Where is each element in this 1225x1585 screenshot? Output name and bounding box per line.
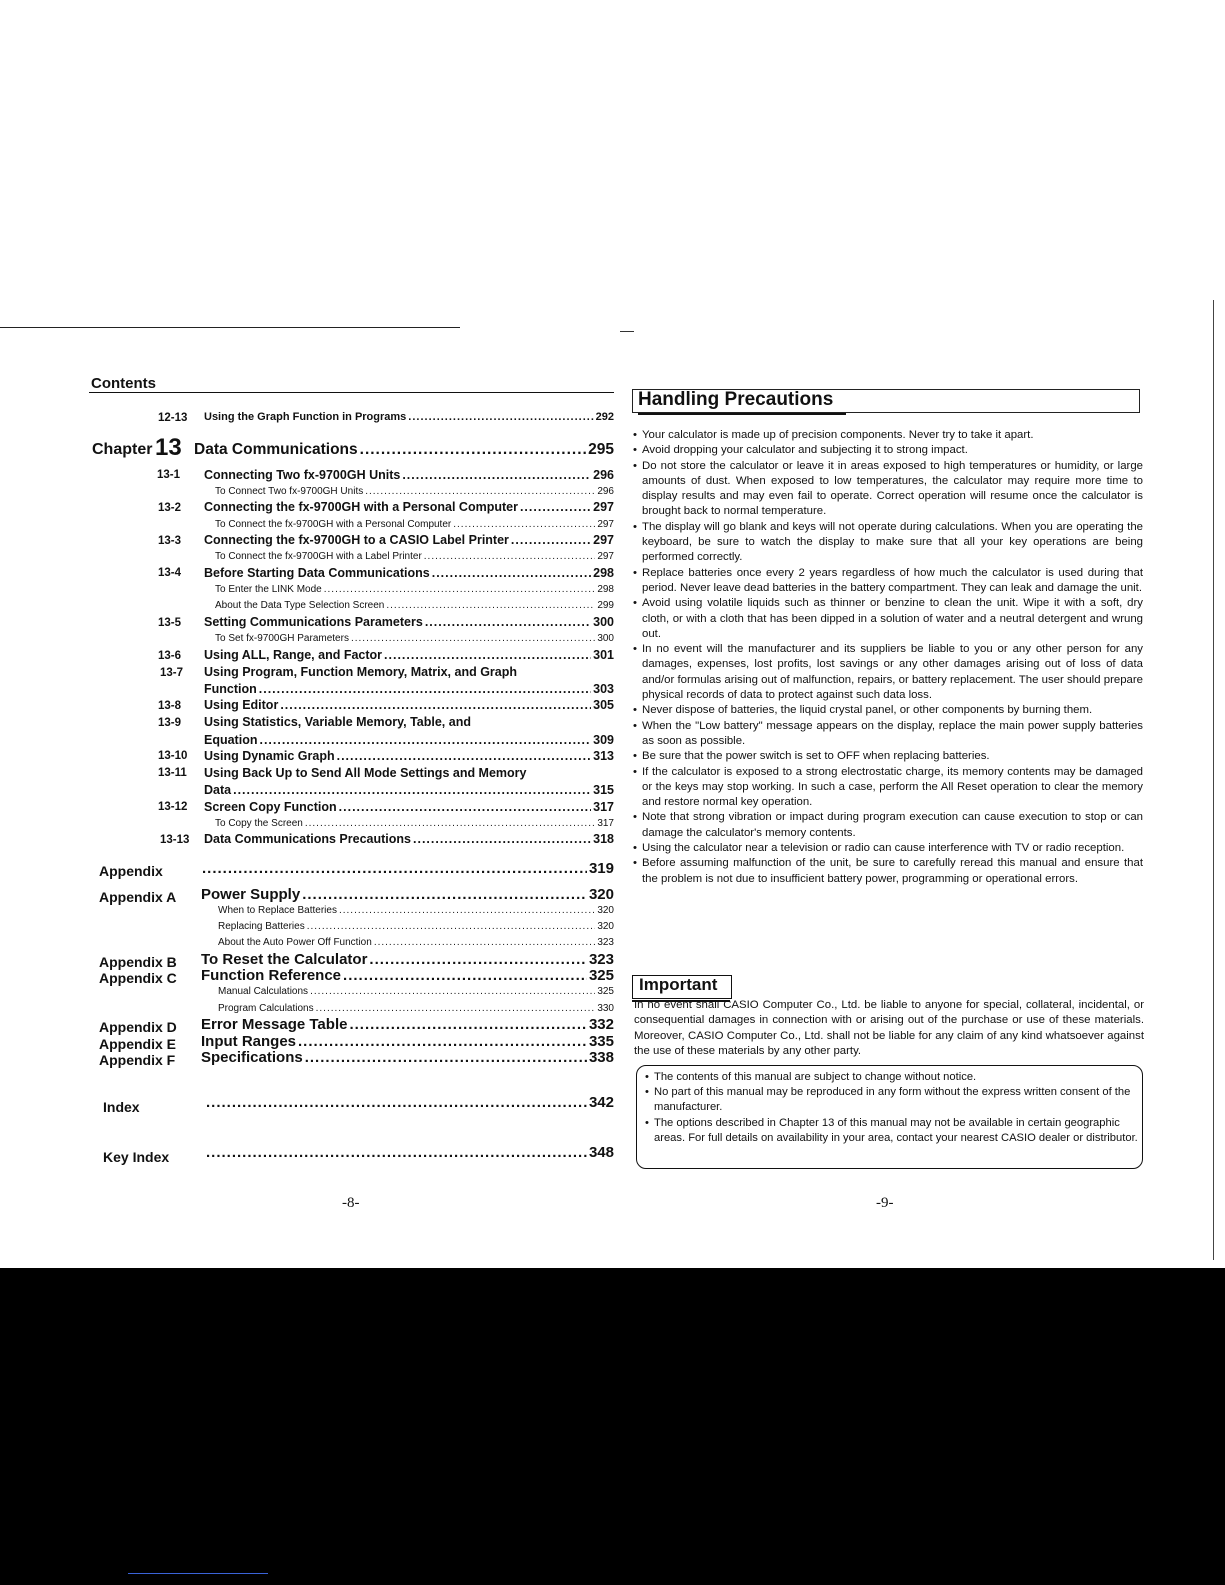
toc-entry[interactable] bbox=[204, 832, 614, 846]
toc-title: When to Replace Batteries bbox=[218, 905, 337, 916]
toc-entry[interactable] bbox=[204, 800, 614, 814]
toc-title: Manual Calculations bbox=[218, 986, 309, 997]
toc-entry[interactable] bbox=[218, 905, 614, 916]
toc-title: Specifications bbox=[201, 1049, 303, 1066]
toc-page: 309 bbox=[593, 733, 614, 747]
key-index-label: Key Index bbox=[103, 1149, 170, 1165]
appendix-label: Appendix A bbox=[99, 889, 177, 905]
toc-title: To Connect the fx-9700GH with a Label Printer bbox=[215, 551, 422, 562]
toc-page: 317 bbox=[593, 800, 614, 814]
toc-title: Replacing Batteries bbox=[218, 921, 305, 932]
toc-page: 317 bbox=[597, 818, 614, 829]
toc-entry[interactable] bbox=[218, 986, 614, 997]
toc-page: 297 bbox=[597, 519, 614, 530]
toc-title: Program Calculations bbox=[218, 1003, 314, 1014]
precaution-item: • Avoid dropping your calculator and subjecting it to strong impact. bbox=[633, 443, 1143, 458]
toc-number: 13-7 bbox=[160, 667, 184, 679]
toc-title: Using Back Up to Send All Mode Settings and Memory bbox=[204, 766, 527, 780]
toc-entry[interactable] bbox=[201, 886, 614, 903]
toc-title: Connecting the fx-9700GH to a CASIO Label Printer bbox=[204, 533, 509, 547]
page-edge bbox=[1213, 300, 1214, 1260]
important-text: In no event shall CASIO Computer Co., Ltd. be liable to anyone for special, collateral, incidental, or consequential damages in connection with or arising out of the purchase or use of these materials. Moreover, CASIO Computer Co., Ltd. shall not be liable for any claim of any kind whatsoever against the use of these materials by any other party. bbox=[634, 999, 1144, 1058]
toc-title: Function bbox=[204, 682, 257, 696]
precaution-item: • If the calculator is exposed to a strong electrostatic charge, its memory contents may be damaged or the keys may stop working. In such a case, perform the All Reset operation to clear the memory and restore normal key operation. bbox=[633, 765, 1143, 811]
precaution-item: • Using the calculator near a television or radio can cause interference with TV or radio reception. bbox=[633, 841, 1143, 856]
chapter-number: 13 bbox=[155, 434, 182, 461]
toc-page: 323 bbox=[588, 951, 614, 968]
toc-entry[interactable] bbox=[200, 860, 614, 877]
toc-entry[interactable] bbox=[204, 648, 614, 662]
toc-page: 313 bbox=[593, 749, 614, 763]
toc-entry[interactable] bbox=[215, 551, 614, 562]
important-title: Important bbox=[639, 975, 718, 994]
scan-background bbox=[0, 1268, 1225, 1585]
toc-title: Before Starting Data Communications bbox=[204, 566, 430, 580]
toc-number: 13-6 bbox=[158, 650, 182, 662]
handling-title: Handling Precautions bbox=[638, 389, 834, 410]
toc-entry[interactable] bbox=[215, 584, 614, 595]
notice-item: • No part of this manual may be reproduced in any form without the express written consent of the manufacturer. bbox=[645, 1085, 1142, 1115]
appendix-label: Appendix F bbox=[99, 1052, 176, 1068]
toc-entry[interactable] bbox=[215, 519, 614, 530]
toc-page: 320 bbox=[588, 886, 614, 903]
precaution-item: • The display will go blank and keys will not operate during calculations. When you are operating the keyboard, be sure to watch the display to make sure that all your key operations are being performed correctly. bbox=[633, 520, 1143, 566]
toc-number: 13-3 bbox=[158, 535, 182, 547]
toc-number: 13-4 bbox=[158, 567, 182, 579]
toc-title: Connecting the fx-9700GH with a Personal Computer bbox=[204, 500, 518, 514]
toc-title: Using ALL, Range, and Factor bbox=[204, 648, 383, 662]
toc-number: 13-13 bbox=[160, 834, 190, 846]
toc-page: 292 bbox=[595, 411, 614, 423]
precaution-item: • Never dispose of batteries, the liquid crystal panel, or other components by burning them. bbox=[633, 703, 1143, 718]
toc-entry[interactable] bbox=[201, 951, 614, 968]
toc-title: About the Auto Power Off Function bbox=[218, 937, 372, 948]
toc-title: To Enter the LINK Mode bbox=[215, 584, 322, 595]
toc-title: Setting Communications Parameters bbox=[204, 615, 423, 629]
toc-entry[interactable] bbox=[204, 783, 614, 797]
toc-title: Screen Copy Function bbox=[204, 800, 337, 814]
toc-page: 338 bbox=[588, 1049, 614, 1066]
toc-page: 342 bbox=[588, 1094, 614, 1111]
toc-page: 296 bbox=[597, 486, 614, 497]
toc-page: 335 bbox=[588, 1033, 614, 1050]
chapter-label: Chapter bbox=[92, 441, 153, 458]
toc-page: 301 bbox=[593, 648, 614, 662]
toc-page: 332 bbox=[588, 1016, 614, 1033]
toc-title: Data Communications Precautions bbox=[204, 832, 411, 846]
toc-entry[interactable] bbox=[204, 749, 614, 763]
toc-entry[interactable] bbox=[204, 615, 614, 629]
toc-page: 295 bbox=[588, 441, 614, 458]
precaution-item: • When the "Low battery" message appears on the display, replace the main power supply batteries as soon as possible. bbox=[633, 719, 1143, 750]
toc-entry[interactable] bbox=[204, 1144, 614, 1161]
toc-number: 13-1 bbox=[157, 469, 181, 481]
toc-entry[interactable] bbox=[204, 715, 614, 729]
toc-entry[interactable] bbox=[204, 1094, 614, 1111]
toc-page: 323 bbox=[597, 937, 614, 948]
toc-page: 319 bbox=[588, 860, 614, 877]
toc-entry[interactable] bbox=[201, 1016, 614, 1033]
toc-title: Using Editor bbox=[204, 698, 279, 712]
precaution-item: • Your calculator is made up of precision components. Never try to take it apart. bbox=[633, 428, 1143, 443]
toc-page: 320 bbox=[597, 921, 614, 932]
toc-entry[interactable] bbox=[218, 937, 614, 948]
left-page-number: -8- bbox=[342, 1195, 360, 1211]
toc-title: Using Dynamic Graph bbox=[204, 749, 335, 763]
toc-title: Data bbox=[204, 783, 232, 797]
precaution-item: • Avoid using volatile liquids such as thinner or benzine to clean the unit. Wipe it with a soft, dry cloth, or with a cloth that has been dipped in a solution of water and a neutral detergent and wrung out. bbox=[633, 596, 1143, 642]
toc-page: 298 bbox=[597, 584, 614, 595]
appendix-label: Appendix bbox=[99, 863, 163, 879]
toc-entry[interactable] bbox=[204, 698, 614, 712]
toc-entry[interactable] bbox=[218, 1003, 614, 1014]
toc-page: 305 bbox=[593, 698, 614, 712]
toc-page: 330 bbox=[597, 1003, 614, 1014]
toc-entry[interactable] bbox=[204, 468, 614, 482]
precaution-item: • Do not store the calculator or leave it in areas exposed to high temperatures or humidity, or large amounts of dust. When exposed to low temperatures, the calculator may require more time to display results and may even fail to operate. Correct operation will resume once the calculator is brought back to normal temperature. bbox=[633, 459, 1143, 520]
toc-entry[interactable] bbox=[215, 486, 614, 497]
precaution-item: • In no event will the manufacturer and its suppliers be liable to you or any other person for any damages, expenses, lost profits, lost savings or any other damages arising out of loss of data and/or formulas arising out of malfunction, repairs, or battery replacement. The user should prepare physical records of data to protect against such data loss. bbox=[633, 642, 1143, 703]
index-label: Index bbox=[103, 1099, 140, 1115]
toc-entry[interactable] bbox=[204, 665, 614, 679]
toc-number: 13-10 bbox=[158, 750, 188, 762]
toc-number: 13-5 bbox=[158, 617, 182, 629]
precaution-item: • Before assuming malfunction of the unit, be sure to carefully reread this manual and ensure that the problem is not due to insufficient battery power, programming or operational errors. bbox=[633, 856, 1143, 887]
toc-entry[interactable] bbox=[194, 441, 614, 459]
notice-item: • The options described in Chapter 13 of this manual may not be available in certain geographic areas. For full details on availability in your area, contact your nearest CASIO dealer or distributor. bbox=[645, 1116, 1142, 1146]
toc-title: Data Communications bbox=[194, 441, 358, 458]
toc-title: To Reset the Calculator bbox=[201, 951, 368, 968]
toc-title: Function Reference bbox=[201, 967, 342, 984]
appendix-label: Appendix E bbox=[99, 1036, 177, 1052]
notice-item: • The contents of this manual are subject to change without notice. bbox=[645, 1070, 1142, 1085]
toc-page: 297 bbox=[593, 500, 614, 514]
toc-entry[interactable] bbox=[215, 818, 614, 829]
toc-page: 320 bbox=[597, 905, 614, 916]
toc-page: 298 bbox=[593, 566, 614, 580]
toc-title: Error Message Table bbox=[201, 1016, 348, 1033]
toc-title: To Connect Two fx-9700GH Units bbox=[215, 486, 364, 497]
precautions-list bbox=[633, 428, 1143, 887]
appendix-label: Appendix D bbox=[99, 1019, 177, 1035]
toc-page: 325 bbox=[597, 986, 614, 997]
toc-title: Using Program, Function Memory, Matrix, and Graph bbox=[204, 665, 518, 679]
toc-number: 13-2 bbox=[158, 502, 182, 514]
contents-header: Contents bbox=[91, 375, 156, 392]
appendix-label: Appendix B bbox=[99, 954, 177, 970]
toc-number: 13-11 bbox=[158, 767, 187, 779]
toc-title: Input Ranges bbox=[201, 1033, 297, 1050]
toc-entry[interactable] bbox=[201, 1033, 614, 1050]
toc-title: To Connect the fx-9700GH with a Personal Computer bbox=[215, 519, 452, 530]
toc-title: Using the Graph Function in Programs bbox=[204, 411, 407, 423]
appendix-label: Appendix C bbox=[99, 970, 177, 986]
toc-page: 318 bbox=[593, 832, 614, 846]
toc-title: To Copy the Screen bbox=[215, 818, 303, 829]
toc-entry[interactable] bbox=[204, 500, 614, 514]
toc-page: 303 bbox=[593, 682, 614, 696]
toc-title: Equation bbox=[204, 733, 258, 747]
toc-title: About the Data Type Selection Screen bbox=[215, 600, 385, 611]
precaution-item: • Be sure that the power switch is set to OFF when replacing batteries. bbox=[633, 749, 1143, 764]
toc-entry[interactable] bbox=[201, 967, 614, 984]
toc-page: 299 bbox=[597, 600, 614, 611]
toc-title: Power Supply bbox=[201, 886, 301, 903]
toc-entry[interactable] bbox=[204, 411, 614, 423]
toc-entry[interactable] bbox=[204, 766, 614, 780]
notice-box bbox=[636, 1065, 1143, 1169]
toc-entry[interactable] bbox=[204, 733, 614, 747]
toc-entry[interactable] bbox=[215, 633, 614, 644]
toc-page: 348 bbox=[588, 1144, 614, 1161]
table-of-contents bbox=[0, 0, 640, 1200]
toc-page: 296 bbox=[593, 468, 614, 482]
toc-page: 300 bbox=[597, 633, 614, 644]
toc-title: Using Statistics, Variable Memory, Table, and bbox=[204, 715, 471, 729]
toc-number: 12-13 bbox=[158, 412, 188, 424]
toc-page: 315 bbox=[593, 783, 614, 797]
toc-number: 13-9 bbox=[158, 717, 182, 729]
toc-title: Connecting Two fx-9700GH Units bbox=[204, 468, 401, 482]
toc-number: 13-8 bbox=[158, 700, 182, 712]
toc-number: 13-12 bbox=[158, 801, 188, 813]
toc-entry[interactable] bbox=[204, 566, 614, 580]
precaution-item: • Replace batteries once every 2 years regardless of how much the calculator is used during that period. Never leave dead batteries in the battery compartment. They can leak and damage the unit. bbox=[633, 566, 1143, 597]
toc-page: 297 bbox=[593, 533, 614, 547]
toc-entry[interactable] bbox=[204, 533, 614, 547]
toc-page: 325 bbox=[588, 967, 614, 984]
toc-entry[interactable] bbox=[201, 1049, 614, 1066]
precaution-item: • Note that strong vibration or impact during program execution can cause execution to stop or can damage the calculator's memory contents. bbox=[633, 810, 1143, 841]
toc-entry[interactable] bbox=[218, 921, 614, 932]
toc-title: To Set fx-9700GH Parameters bbox=[215, 633, 349, 644]
toc-page: 300 bbox=[593, 615, 614, 629]
handling-underline bbox=[638, 413, 846, 415]
scan-artifact-line bbox=[128, 1573, 268, 1574]
toc-entry[interactable] bbox=[204, 682, 614, 696]
right-page-number: -9- bbox=[876, 1195, 894, 1211]
toc-entry[interactable] bbox=[215, 600, 614, 611]
toc-page: 297 bbox=[597, 551, 614, 562]
